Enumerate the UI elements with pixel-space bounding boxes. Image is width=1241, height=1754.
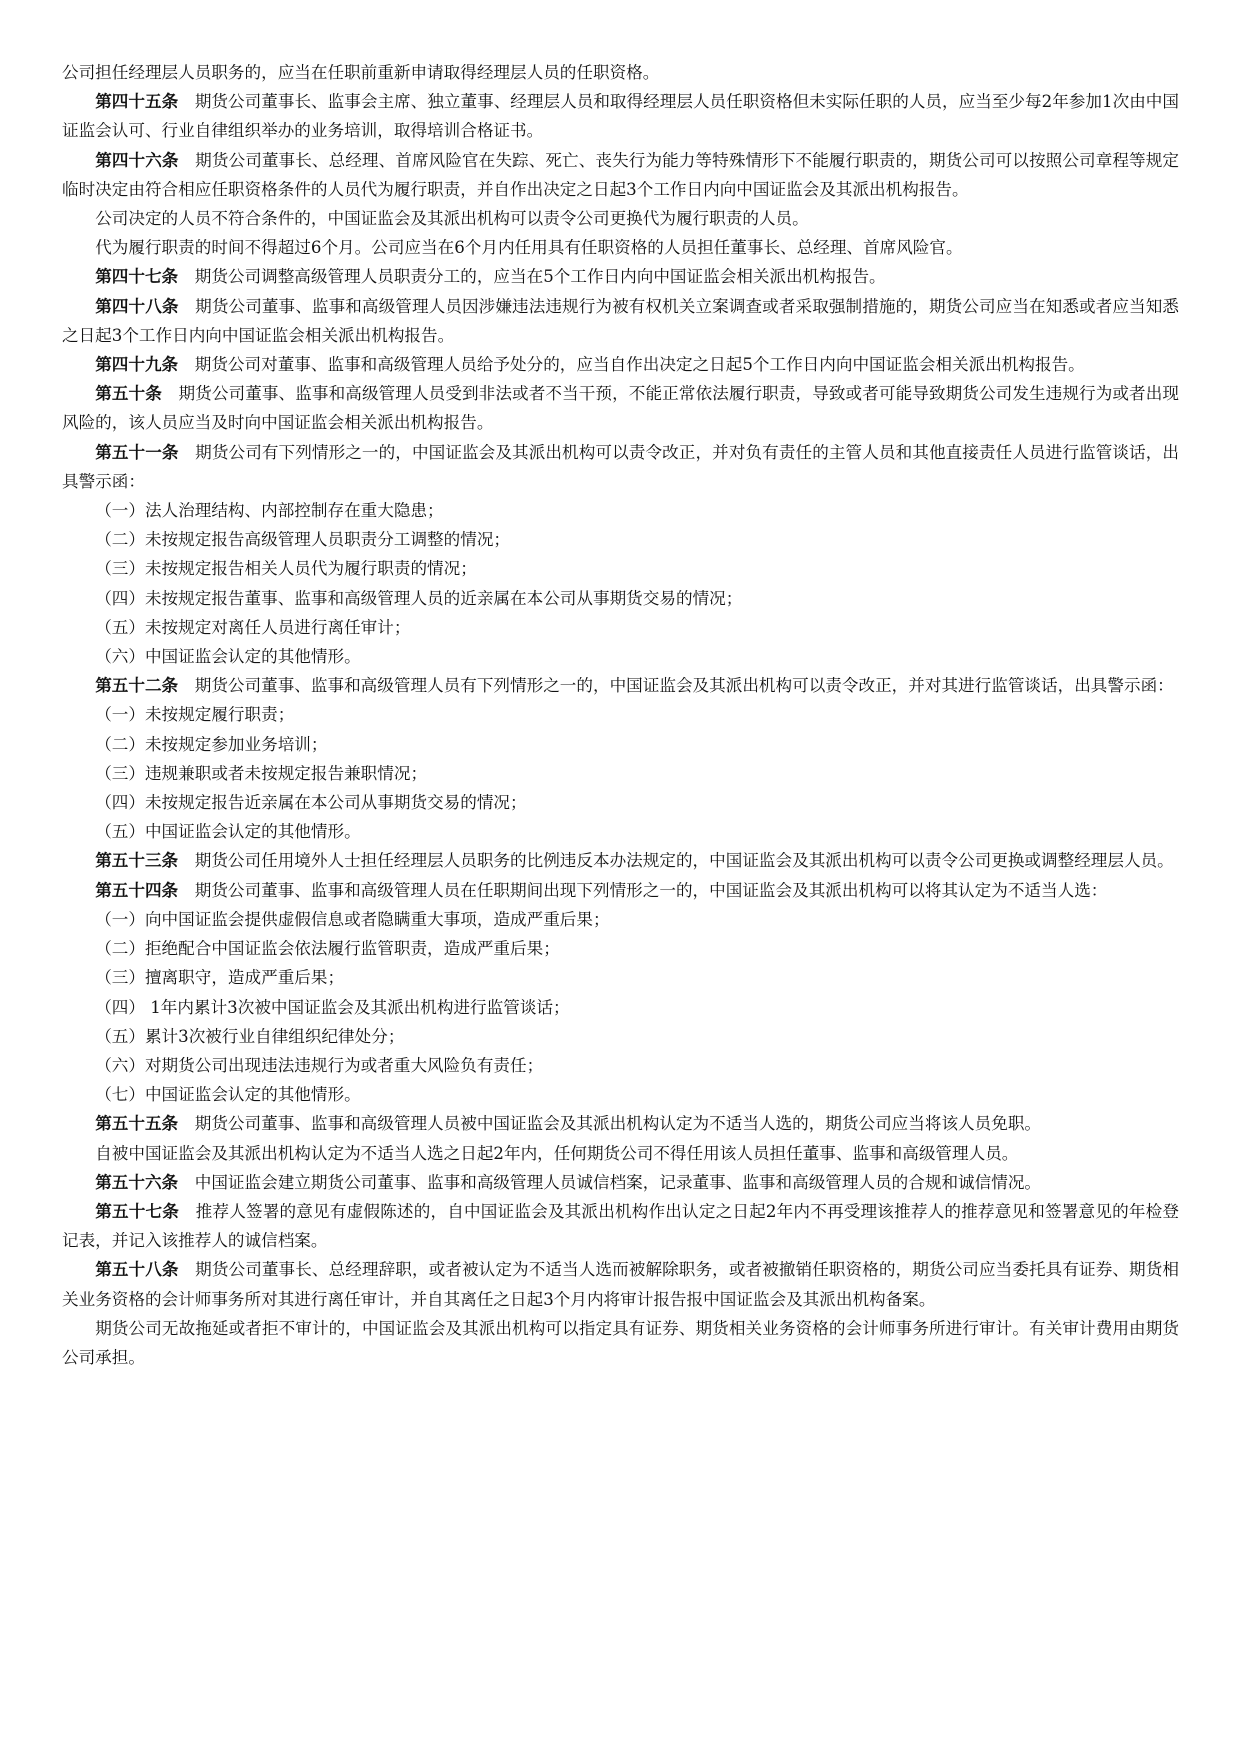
list-item-text: （三）违规兼职或者未按规定报告兼职情况； — [95, 763, 428, 783]
list-item — [62, 759, 1179, 788]
article-46 — [62, 146, 1179, 204]
list-item-text: （五）未按规定对离任人员进行离任审计； — [95, 617, 411, 637]
list-item-text: （五）中国证监会认定的其他情形。 — [95, 822, 361, 842]
list-item-text: （二）未按规定报告高级管理人员职责分工调整的情况； — [95, 530, 511, 550]
article-45 — [62, 87, 1179, 145]
paragraph-text: 公司担任经理层人员职务的，应当在任职前重新申请取得经理层人员的任职资格。 — [62, 63, 660, 82]
paragraph — [62, 233, 1179, 262]
article-text: 期货公司董事、监事和高级管理人员被中国证监会及其派出机构认定为不适当人选的，期货公司应当将该人员免职。 — [194, 1114, 1042, 1134]
list-item-text: （四）未按规定报告董事、监事和高级管理人员的近亲属在本公司从事期货交易的情况； — [95, 588, 743, 608]
article-49 — [62, 350, 1179, 379]
list-item — [62, 1080, 1179, 1109]
article-number: 第四十九条 — [95, 355, 179, 375]
article-58 — [62, 1255, 1179, 1313]
article-48 — [62, 292, 1179, 350]
article-number: 第五十一条 — [95, 442, 179, 462]
list-item — [62, 613, 1179, 642]
article-text: 推荐人签署的意见有虚假陈述的，自中国证监会及其派出机构作出认定之日起2年内不再受理该推荐人的推荐意见和签署意见的年检登记表，并记入该推荐人的诚信档案。 — [62, 1201, 1180, 1251]
paragraph-text: 代为履行职责的时间不得超过6个月。公司应当在6个月内任用具有任职资格的人员担任董事长、总经理、首席风险官。 — [95, 238, 963, 258]
article-number: 第五十八条 — [95, 1260, 179, 1280]
list-item — [62, 788, 1179, 817]
list-item-text: （四）未按规定报告近亲属在本公司从事期货交易的情况； — [95, 793, 527, 813]
list-item-text: （一）法人治理结构、内部控制存在重大隐患； — [95, 501, 444, 521]
article-number: 第五十条 — [95, 384, 162, 404]
article-text: 期货公司董事长、监事会主席、独立董事、经理层人员和取得经理层人员任职资格但未实际任职的人员，应当至少每2年参加1次由中国证监会认可、行业自律组织举办的业务培训，取得培训合格证书。 — [62, 92, 1179, 141]
list-item — [62, 993, 1179, 1022]
list-item-text: （六）中国证监会认定的其他情形。 — [95, 647, 361, 667]
list-item-text: （三）未按规定报告相关人员代为履行职责的情况； — [95, 559, 477, 579]
article-57 — [62, 1197, 1179, 1255]
list-item-text: （六）对期货公司出现违法违规行为或者重大风险负有责任； — [95, 1055, 544, 1075]
list-item — [62, 934, 1179, 963]
article-number: 第五十四条 — [95, 880, 179, 900]
list-item-text: （一）未按规定履行职责； — [95, 705, 295, 725]
paragraph-text: 自被中国证监会及其派出机构认定为不适当人选之日起2年内，任何期货公司不得任用该人员担任董事、监事和高级管理人员。 — [95, 1143, 1019, 1163]
list-item-text: （五）累计3次被行业自律组织纪律处分； — [95, 1026, 405, 1046]
list-item-text: （二）未按规定参加业务培训； — [95, 734, 328, 754]
article-50 — [62, 379, 1179, 437]
list-item-text: （四） 1年内累计3次被中国证监会及其派出机构进行监管谈话； — [95, 997, 570, 1017]
list-item-text: （三）擅离职守，造成严重后果； — [95, 968, 345, 988]
article-54 — [62, 876, 1179, 905]
list-item — [62, 642, 1179, 671]
list-item — [62, 817, 1179, 846]
list-item — [62, 554, 1179, 583]
article-51 — [62, 438, 1179, 496]
paragraph-text: 期货公司无故拖延或者拒不审计的，中国证监会及其派出机构可以指定具有证券、期货相关业务资格的会计师事务所进行审计。有关审计费用由期货公司承担。 — [62, 1318, 1179, 1367]
article-number: 第五十三条 — [95, 851, 179, 871]
list-item — [62, 496, 1179, 525]
paragraph-text: 公司决定的人员不符合条件的，中国证监会及其派出机构可以责令公司更换代为履行职责的人员。 — [95, 209, 809, 229]
article-number: 第四十七条 — [95, 267, 179, 287]
article-text: 期货公司董事、监事和高级管理人员在任职期间出现下列情形之一的，中国证监会及其派出机构可以将其认定为不适当人选： — [194, 880, 1108, 900]
paragraph — [62, 58, 1179, 87]
list-item — [62, 584, 1179, 613]
article-text: 期货公司对董事、监事和高级管理人员给予处分的，应当自作出决定之日起5个工作日内向中国证监会相关派出机构报告。 — [194, 355, 1085, 375]
list-item-text: （二）拒绝配合中国证监会依法履行监管职责，造成严重后果； — [95, 939, 560, 959]
article-text: 期货公司调整高级管理人员职责分工的，应当在5个工作日内向中国证监会相关派出机构报告。 — [194, 267, 886, 287]
paragraph — [62, 204, 1179, 233]
list-item — [62, 700, 1179, 729]
list-item-text: （一）向中国证监会提供虚假信息或者隐瞒重大事项，造成严重后果； — [95, 909, 610, 929]
article-55 — [62, 1109, 1179, 1138]
article-text: 期货公司任用境外人士担任经理层人员职务的比例违反本办法规定的，中国证监会及其派出机构可以责令公司更换或调整经理层人员。 — [194, 851, 1174, 871]
article-number: 第五十二条 — [95, 676, 179, 696]
article-53 — [62, 846, 1179, 875]
article-text: 期货公司董事长、总经理辞职，或者被认定为不适当人选而被解除职务，或者被撤销任职资格的，期货公司应当委托具有证券、期货相关业务资格的会计师事务所对其进行离任审计，并自其离任之日起3个月内将审计报告报中国证监会及其派出机构备案。 — [62, 1260, 1180, 1309]
article-text: 期货公司董事、监事和高级管理人员受到非法或者不当干预，不能正常依法履行职责，导致或者可能导致期货公司发生违规行为或者出现风险的，该人员应当及时向中国证监会相关派出机构报告。 — [62, 384, 1180, 433]
article-text: 期货公司董事、监事和高级管理人员因涉嫌违法违规行为被有权机关立案调查或者采取强制措施的，期货公司应当在知悉或者应当知悉之日起3个工作日内向中国证监会相关派出机构报告。 — [62, 296, 1180, 345]
article-text: 中国证监会建立期货公司董事、监事和高级管理人员诚信档案，记录董事、监事和高级管理人员的合规和诚信情况。 — [194, 1172, 1042, 1192]
list-item — [62, 525, 1179, 554]
list-item — [62, 730, 1179, 759]
list-item — [62, 963, 1179, 992]
article-number: 第四十八条 — [95, 296, 179, 316]
list-item — [62, 905, 1179, 934]
article-47 — [62, 262, 1179, 291]
paragraph — [62, 1139, 1179, 1168]
list-item — [62, 1051, 1179, 1080]
article-number: 第四十五条 — [95, 92, 179, 112]
list-item-text: （七）中国证监会认定的其他情形。 — [95, 1085, 361, 1105]
article-52 — [62, 671, 1179, 700]
article-number: 第五十五条 — [95, 1114, 179, 1134]
article-text: 期货公司董事、监事和高级管理人员有下列情形之一的，中国证监会及其派出机构可以责令改正，并对其进行监管谈话，出具警示函： — [194, 676, 1174, 696]
article-number: 第五十七条 — [95, 1201, 180, 1221]
article-number: 第五十六条 — [95, 1172, 179, 1192]
paragraph — [62, 1314, 1179, 1372]
list-item — [62, 1022, 1179, 1051]
article-56 — [62, 1168, 1179, 1197]
article-number: 第四十六条 — [95, 150, 179, 170]
article-text: 期货公司有下列情形之一的，中国证监会及其派出机构可以责令改正，并对负有责任的主管人员和其他直接责任人员进行监管谈话，出具警示函： — [62, 442, 1180, 491]
article-text: 期货公司董事长、总经理、首席风险官在失踪、死亡、丧失行为能力等特殊情形下不能履行职责的，期货公司可以按照公司章程等规定临时决定由符合相应任职资格条件的人员代为履行职责，并自作出决定之日起3个工作日内向中国证监会及其派出机构报告。 — [62, 150, 1180, 199]
